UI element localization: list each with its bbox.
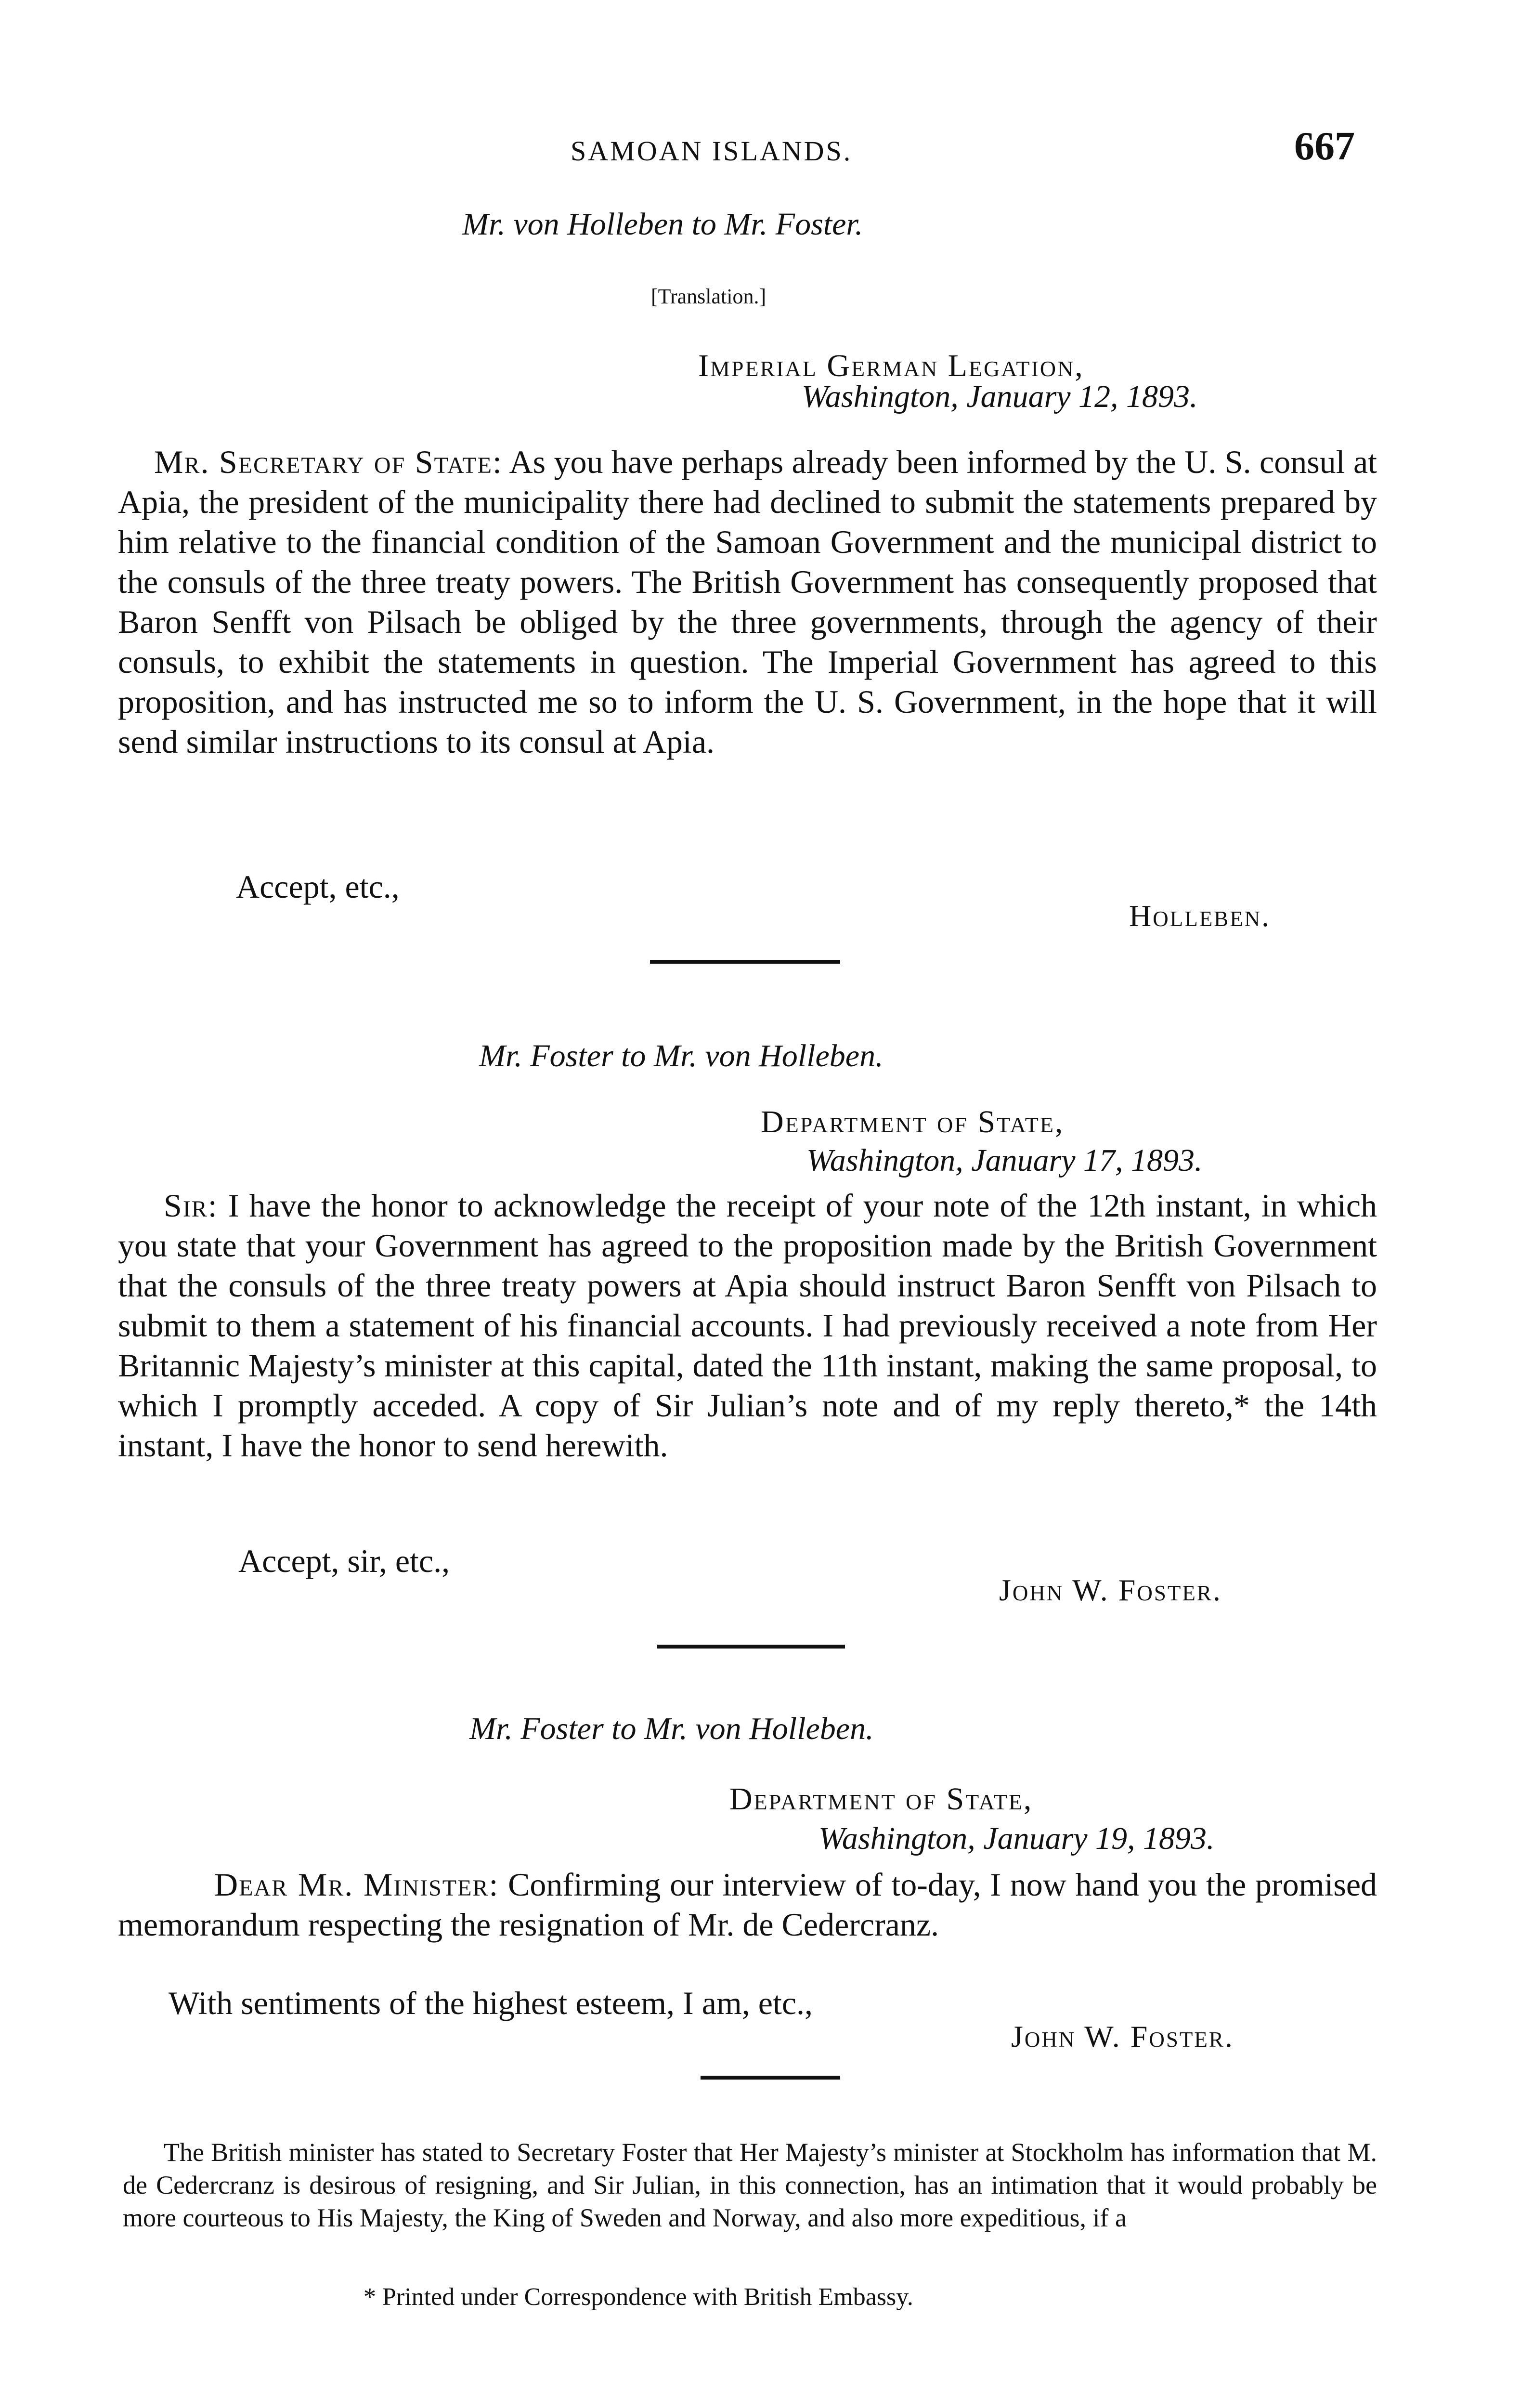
translation-note: [Translation.] bbox=[651, 285, 766, 308]
page-number: 667 bbox=[1294, 124, 1355, 169]
section-divider bbox=[650, 960, 840, 964]
letter2-heading: Mr. Foster to Mr. von Holleben. bbox=[479, 1038, 883, 1073]
letter3-signature: John W. Foster. bbox=[1011, 2019, 1234, 2054]
letter1-closing: Accept, etc., bbox=[236, 868, 400, 905]
letter2-closing: Accept, sir, etc., bbox=[238, 1543, 450, 1579]
section-divider bbox=[657, 1645, 845, 1649]
letter3-date: Washington, January 19, 1893. bbox=[818, 1821, 1215, 1856]
letter1-salutation: Mr. Secretary of State: bbox=[154, 444, 503, 480]
letter3-place: Department of State, bbox=[729, 1781, 1033, 1817]
letter1-body bbox=[118, 442, 1377, 762]
letter1-heading: Mr. von Holleben to Mr. Foster. bbox=[462, 207, 863, 242]
letter2-place: Department of State, bbox=[761, 1104, 1065, 1139]
letter1-place: Imperial German Legation, bbox=[698, 348, 1084, 383]
letter3-salutation: Dear Mr. Minister: bbox=[214, 1866, 499, 1903]
letter1-signature: Holleben. bbox=[1129, 899, 1271, 933]
letter1-text: As you have perhaps already been informed by the U. S. consul at Apia, the president of the municipality there had declined to submit the statements prepared by him relative to the financial condition of the Samoan Government and the municipal district to the consuls of the three treaty powers. The British Government has consequently proposed that Baron Senfft von Pilsach be obliged by the three governments, through the agency of their consuls, to exhibit the statements in question. The Imperial Government has agreed to this proposition, and has instructed me so to inform the U. S. Government, in the hope that it will send similar instructions to its consul at Apia. bbox=[118, 444, 1377, 760]
running-title: SAMOAN ISLANDS. bbox=[571, 135, 853, 167]
letter3-heading: Mr. Foster to Mr. von Holleben. bbox=[469, 1711, 874, 1746]
letter3-body bbox=[118, 1865, 1377, 1945]
letter1-date: Washington, January 12, 1893. bbox=[802, 379, 1198, 414]
footnote: * Printed under Correspondence with British Embassy. bbox=[364, 2283, 913, 2311]
letter2-salutation: Sir: bbox=[164, 1187, 218, 1224]
memorandum-text: The British minister has stated to Secretary Foster that Her Majesty’s minister at Stockholm has information that M. de Cedercranz is desirous of resigning, and Sir Julian, in this connection, has an intimation that it would probably be more courteous to His Majesty, the King of Sweden and Norway, and also more expeditious, if a bbox=[123, 2138, 1377, 2232]
section-divider bbox=[701, 2076, 840, 2080]
letter3-text: Confirming our interview of to-day, I now hand you the promised memorandum respecting the resignation of Mr. de Cedercranz. bbox=[118, 1866, 1377, 1943]
letter2-body bbox=[118, 1186, 1377, 1466]
letter2-date: Washington, January 17, 1893. bbox=[806, 1143, 1203, 1178]
letter3-closing: With sentiments of the highest esteem, I am, etc., bbox=[169, 1985, 813, 2021]
letter2-text: I have the honor to acknowledge the receipt of your note of the 12th instant, in which you state that your Government has agreed to the proposition made by the British Government that the consuls of the three treaty powers at Apia should instruct Baron Senfft von Pilsach to submit to them a statement of his financial accounts. I had previously received a note from Her Britannic Majesty’s minister at this capital, dated the 11th instant, making the same proposal, to which I promptly acceded. A copy of Sir Julian’s note and of my reply thereto,* the 14th instant, I have the honor to send herewith. bbox=[118, 1187, 1377, 1464]
letter2-signature: John W. Foster. bbox=[999, 1573, 1222, 1607]
